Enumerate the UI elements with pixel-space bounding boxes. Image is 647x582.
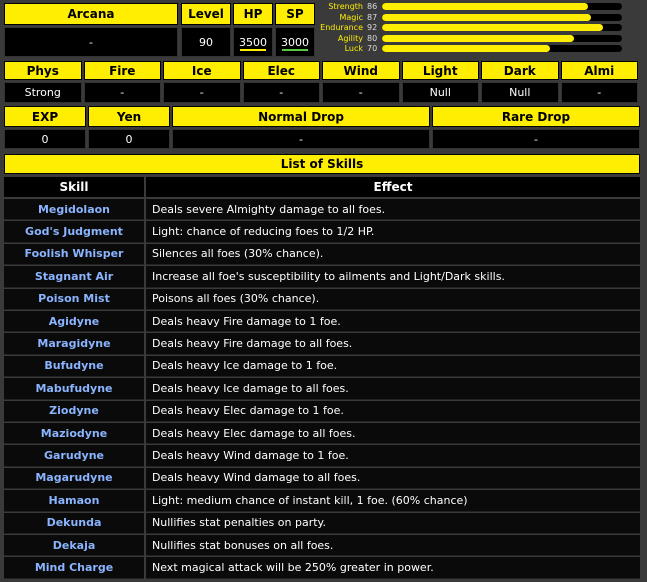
skill-effect: Deals heavy Fire damage to all foes. — [146, 333, 640, 354]
resistance-table — [4, 61, 640, 103]
resist-header-light: Light — [402, 61, 480, 80]
skill-name[interactable]: Poison Mist — [4, 289, 144, 310]
skill-effect: Nullifies stat penalties on party. — [146, 513, 640, 534]
resist-header-almi: Almi — [561, 61, 639, 80]
stat-bar-fill — [382, 14, 591, 21]
resist-header-dark: Dark — [481, 61, 559, 80]
stat-bar-fill — [382, 3, 588, 10]
hp-label: HP — [233, 3, 273, 25]
effect-column-header: Effect — [146, 177, 640, 197]
drop-header-exp: EXP — [4, 106, 86, 127]
resist-value-fire: - — [84, 82, 162, 103]
stat-row-endurance — [319, 23, 626, 32]
stat-value: 92 — [367, 23, 378, 32]
stat-value: 70 — [367, 44, 378, 53]
drop-header-yen: Yen — [88, 106, 170, 127]
stat-bar-fill — [382, 24, 603, 31]
resist-value-dark: Null — [481, 82, 559, 103]
drop-header-rare-drop: Rare Drop — [432, 106, 640, 127]
skill-name[interactable]: Stagnant Air — [4, 266, 144, 287]
skill-effect: Deals heavy Ice damage to all foes. — [146, 378, 640, 399]
drop-value-exp: 0 — [4, 129, 86, 149]
sp-bar — [282, 49, 308, 51]
stat-bar-track — [382, 24, 622, 31]
hp-value: 3500 — [239, 35, 267, 49]
resist-header-wind: Wind — [322, 61, 400, 80]
skill-name[interactable]: Agidyne — [4, 311, 144, 332]
skill-name[interactable]: Mind Charge — [4, 557, 144, 578]
stat-bar-fill — [382, 35, 574, 42]
stat-value: 86 — [367, 2, 378, 11]
drop-header-normal-drop: Normal Drop — [172, 106, 430, 127]
resist-value-phys: Strong — [4, 82, 82, 103]
level-label: Level — [181, 3, 231, 25]
resist-value-wind: - — [322, 82, 400, 103]
resist-header-ice: Ice — [163, 61, 241, 80]
skill-name[interactable]: Ziodyne — [4, 401, 144, 422]
resist-value-ice: - — [163, 82, 241, 103]
skill-effect: Deals heavy Elec damage to 1 foe. — [146, 401, 640, 422]
skill-name[interactable]: Megidolaon — [4, 199, 144, 220]
stat-name: Endurance — [320, 23, 363, 32]
stats-panel — [319, 2, 629, 56]
resist-header-phys: Phys — [4, 61, 82, 80]
stat-bar-track — [382, 35, 622, 42]
hp-value-cell — [233, 27, 273, 57]
skill-effect: Deals heavy Ice damage to 1 foe. — [146, 356, 640, 377]
drop-value-yen: 0 — [88, 129, 170, 149]
sp-value: 3000 — [281, 35, 309, 49]
skill-name[interactable]: Maragidyne — [4, 333, 144, 354]
level-value: 90 — [181, 27, 231, 57]
skills-title: List of Skills — [4, 154, 640, 174]
drop-value-rare-drop: - — [432, 129, 640, 149]
skill-name[interactable]: Mabufudyne — [4, 378, 144, 399]
stat-bar-track — [382, 3, 622, 10]
hp-bar — [240, 49, 266, 51]
arcana-value: - — [4, 27, 178, 57]
stat-bar-fill — [382, 45, 550, 52]
stat-bar-track — [382, 14, 622, 21]
stat-row-agility — [319, 34, 626, 43]
skill-name[interactable]: Dekaja — [4, 535, 144, 556]
drop-value-normal-drop: - — [172, 129, 430, 149]
skill-effect: Light: chance of reducing foes to 1/2 HP. — [146, 221, 640, 242]
skill-effect: Deals heavy Fire damage to 1 foe. — [146, 311, 640, 332]
skill-name[interactable]: Bufudyne — [4, 356, 144, 377]
drops-table — [4, 106, 640, 150]
skill-effect: Nullifies stat bonuses on all foes. — [146, 535, 640, 556]
skill-effect: Deals heavy Wind damage to all foes. — [146, 468, 640, 489]
skill-name[interactable]: Foolish Whisper — [4, 244, 144, 265]
skill-name[interactable]: Maziodyne — [4, 423, 144, 444]
skill-effect: Poisons all foes (30% chance). — [146, 289, 640, 310]
skill-name[interactable]: God's Judgment — [4, 221, 144, 242]
skill-effect: Next magical attack will be 250% greater in power. — [146, 557, 640, 578]
skill-effect: Deals heavy Elec damage to all foes. — [146, 423, 640, 444]
stat-name: Strength — [328, 2, 363, 11]
stat-value: 80 — [367, 33, 378, 43]
resist-value-elec: - — [243, 82, 321, 103]
skill-name[interactable]: Garudyne — [4, 445, 144, 466]
stat-name: Luck — [344, 44, 363, 53]
stat-row-strength — [319, 2, 626, 11]
skill-name[interactable]: Dekunda — [4, 513, 144, 534]
skill-effect: Silences all foes (30% chance). — [146, 244, 640, 265]
sp-label: SP — [275, 3, 315, 25]
stat-name: Magic — [339, 12, 363, 22]
skill-name[interactable]: Hamaon — [4, 490, 144, 511]
arcana-label: Arcana — [4, 3, 178, 25]
stat-bar-track — [382, 45, 622, 52]
skill-effect: Light: medium chance of instant kill, 1 foe. (60% chance) — [146, 490, 640, 511]
stat-row-luck — [319, 44, 626, 53]
skill-effect: Deals heavy Wind damage to 1 foe. — [146, 445, 640, 466]
resist-value-almi: - — [561, 82, 639, 103]
stat-name: Agility — [337, 33, 363, 43]
stat-row-magic — [319, 13, 626, 22]
skill-column-header: Skill — [4, 177, 144, 197]
stat-value: 87 — [367, 12, 378, 22]
skill-effect: Deals severe Almighty damage to all foes. — [146, 199, 640, 220]
skill-name[interactable]: Magarudyne — [4, 468, 144, 489]
resist-header-elec: Elec — [243, 61, 321, 80]
skill-effect: Increase all foe's susceptibility to ailments and Light/Dark skills. — [146, 266, 640, 287]
resist-header-fire: Fire — [84, 61, 162, 80]
sp-value-cell — [275, 27, 315, 57]
skills-list — [4, 199, 640, 579]
resist-value-light: Null — [402, 82, 480, 103]
